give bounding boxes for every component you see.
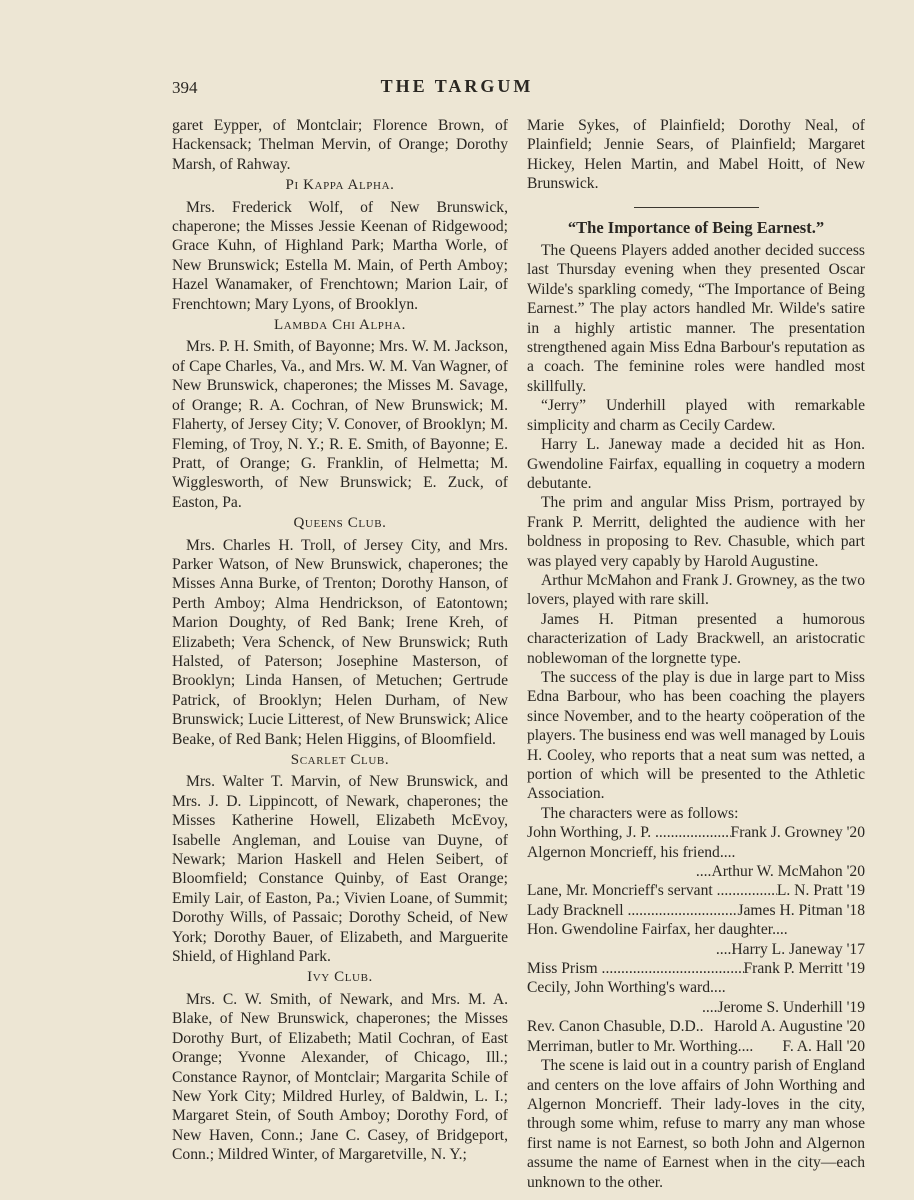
section-divider (634, 207, 759, 208)
journal-title: THE TARGUM (380, 76, 534, 96)
cast-role: Algernon Moncrieff, his friend.... (527, 843, 736, 861)
continued-guest-list-right: Marie Sykes, of Plainfield; Dorothy Neal, of Plainfield; Jennie Sears, of Plainfield; Margaret Hickey, Helen Martin, and Mabel Hoitt, of New Brunswick. (527, 117, 865, 193)
cast-entry (527, 920, 865, 939)
article-paragraph: Arthur McMahon and Frank J. Growney, as the two lovers, played with rare skill. (527, 571, 865, 609)
section-heading-lambda-chi-alpha: Lambda Chi Alpha. (274, 317, 406, 334)
cast-role: Rev. Canon Chasuble, D.D.. (527, 1018, 704, 1036)
section-heading-ivy-club: Ivy Club. (307, 969, 373, 986)
section-text-scarlet-club: Mrs. Walter T. Marvin, of New Brunswick, and Mrs. J. D. Lippincott, of Newark, chaperones; the Misses Katherine Howell, Elizabeth McEvoy, Isabelle Angleman, and Louise van Duyne, of Newark; Marion Haskell and Helen Seibert, of Bloomfield; Constance Quinby, of East Orange; Emily Lair, of Easton, Pa.; Vivien Loane, of Summit; Dorothy Wills, of Passaic; Dorothy Scheid, of New York; Dorothy Bauer, of Elizabeth, and Marguerite Shield, of Highland Park. (172, 773, 508, 966)
article-paragraph: The characters were as follows: (541, 804, 739, 822)
cast-role: Miss Prism ..... (527, 959, 744, 978)
cast-entry (527, 901, 865, 920)
cast-actor: ....Jerome S. Underhill '19 (701, 998, 865, 1016)
section-heading-pi-kappa-alpha: Pi Kappa Alpha. (285, 177, 395, 194)
cast-entry (527, 959, 865, 978)
continued-guest-list: garet Eypper, of Montclair; Florence Brown, of Hackensack; Thelman Mervin, of Orange; Dorothy Marsh, of Rahway. (172, 117, 508, 173)
page-number: 394 (172, 78, 198, 97)
section-text-ivy-club: Mrs. C. W. Smith, of Newark, and Mrs. M. A. Blake, of New Brunswick, chaperones; the Misses Dorothy Burt, of Elizabeth; Matil Cochran, of East Orange; Yvonne Alexander, of Chicago, Ill.; Constance Raynor, of Montclair; Margarita Schile of New York City; Mildred Hurley, of Baldwin, L. I.; Margaret Stein, of South Amboy; Dorothy Ford, of New Haven, Conn.; Jane C. Casey, of Bridgeport, Conn.; Mildred Winter, of Margaretville, N. Y.; (172, 990, 508, 1164)
left-column (172, 116, 508, 1165)
cast-actor: James H. Pitman '18 (737, 901, 865, 919)
article-paragraph: James H. Pitman presented a humorous characterization of Lady Brackwell, an aristocratic noblewoman of the lorgnette type. (527, 610, 865, 667)
cast-entry (527, 1037, 865, 1056)
cast-actor: L. N. Pratt '19 (776, 882, 865, 900)
cast-list (527, 823, 865, 1056)
cast-role: John Worthing, J. P. ..... (527, 823, 731, 842)
cast-actor: Frank J. Growney '20 (730, 824, 865, 842)
cast-actor: ....Harry L. Janeway '17 (715, 940, 865, 958)
cast-entry (527, 881, 865, 900)
article-paragraph: The prim and angular Miss Prism, portrayed by Frank P. Merritt, delighted the audience with her boldness in proposing to Rev. Chasuble, which part was played very capably by Harold Augustine. (527, 494, 865, 570)
cast-role: Lane, Mr. Moncrieff's servant ..... (527, 881, 777, 900)
cast-entry (527, 978, 865, 997)
cast-entry (527, 843, 865, 862)
cast-role: Merriman, butler to Mr. Worthing.... (527, 1037, 754, 1055)
right-column (527, 116, 865, 1192)
article-paragraph: The Queens Players added another decided success last Thursday evening when they presented Oscar Wilde's sparkling comedy, “The Importance of Being Earnest.” The play actors handled Mr. Wilde's satire in a highly artistic manner. The presentation strengthened again Miss Edna Barbour's reputation as a coach. The feminine roles were handled most skillfully. (527, 242, 865, 395)
section-text-lambda-chi-alpha: Mrs. P. H. Smith, of Bayonne; Mrs. W. M. Jackson, of Cape Charles, Va., and Mrs. W. M. Van Wagner, of New Brunswick, chaperones; the Misses M. Savage, of Orange; R. A. Cochran, of New Brunswick; M. Flaherty, of Jersey City; V. Conover, of Brooklyn; M. Fleming, of Troy, N. Y.; R. E. Smith, of Bayonne; E. Pratt, of Orange; G. Franklin, of Helmetta; M. Wigglesworth, of New Brunswick; E. Zuck, of Easton, Pa. (172, 338, 508, 511)
cast-entry-continued (527, 998, 865, 1017)
article-paragraph: Harry L. Janeway made a decided hit as Hon. Gwendoline Fairfax, equalling in coquetry a modern debutante. (527, 436, 865, 492)
article-paragraph: “Jerry” Underhill played with remarkable simplicity and charm as Cecily Cardew. (527, 397, 865, 434)
article-closing-paragraph: The scene is laid out in a country parish of England and centers on the love affairs of John Worthing and Algernon Moncrieff. Their lady-loves in the city, through some whim, refuse to marry any man whose first name is not Earnest, so both John and Algernon assume the name of Earnest when in the city—each unknown to the other. (527, 1057, 865, 1191)
article-paragraph: The success of the play is due in large part to Miss Edna Barbour, who has been coaching the players since November, and to the hearty coöperation of the players. The business end was well managed by Louis H. Cooley, who reports that a neat sum was netted, a portion of which will be presented to the Athletic Association. (527, 668, 865, 803)
cast-actor: Frank P. Merritt '19 (743, 960, 865, 978)
cast-actor: Harold A. Augustine '20 (714, 1018, 865, 1036)
cast-actor: F. A. Hall '20 (782, 1037, 865, 1055)
cast-entry (527, 823, 865, 842)
article-title: “The Importance of Being Earnest.” (567, 217, 825, 237)
section-heading-queens-club: Queens Club. (293, 515, 387, 532)
cast-role: Cecily, John Worthing's ward.... (527, 979, 726, 997)
section-text-queens-club: Mrs. Charles H. Troll, of Jersey City, and Mrs. Parker Watson, of New Brunswick, chaperones; the Misses Anna Burke, of Trenton; Dorothy Hanson, of Perth Amboy; Alma Hendrickson, of Eatontown; Marion Doughty, of Red Bank; Irene Kreh, of Elizabeth; Vera Schenck, of New Brunswick; Ruth Halsted, of Paterson; Josephine Masterson, of Brooklyn; Linda Hansen, of Metuchen; Gertrude Patrick, of Brooklyn; Helen Durham, of New Brunswick; Lucie Litterest, of New Brunswick; Alice Beake, of Red Bank; Helen Higgins, of Bloomfield. (172, 536, 508, 748)
cast-actor: ....Arthur W. McMahon '20 (695, 863, 865, 881)
section-text-pi-kappa-alpha: Mrs. Frederick Wolf, of New Brunswick, chaperone; the Misses Jessie Keenan of Ridgewood; Grace Kuhn, of Highland Park; Martha Worle, of New Brunswick; Estella M. Main, of Perth Amboy; Hazel Wanamaker, of Frenchtown; Marion Lair, of Frenchtown; Mary Lyons, of Brooklyn. (172, 198, 508, 313)
cast-role: Lady Bracknell ..... (527, 901, 737, 920)
cast-entry-continued (527, 862, 865, 881)
section-heading-scarlet-club: Scarlet Club. (290, 752, 390, 768)
cast-entry (527, 1017, 865, 1036)
cast-entry-continued (527, 940, 865, 959)
cast-role: Hon. Gwendoline Fairfax, her daughter.... (527, 921, 788, 939)
